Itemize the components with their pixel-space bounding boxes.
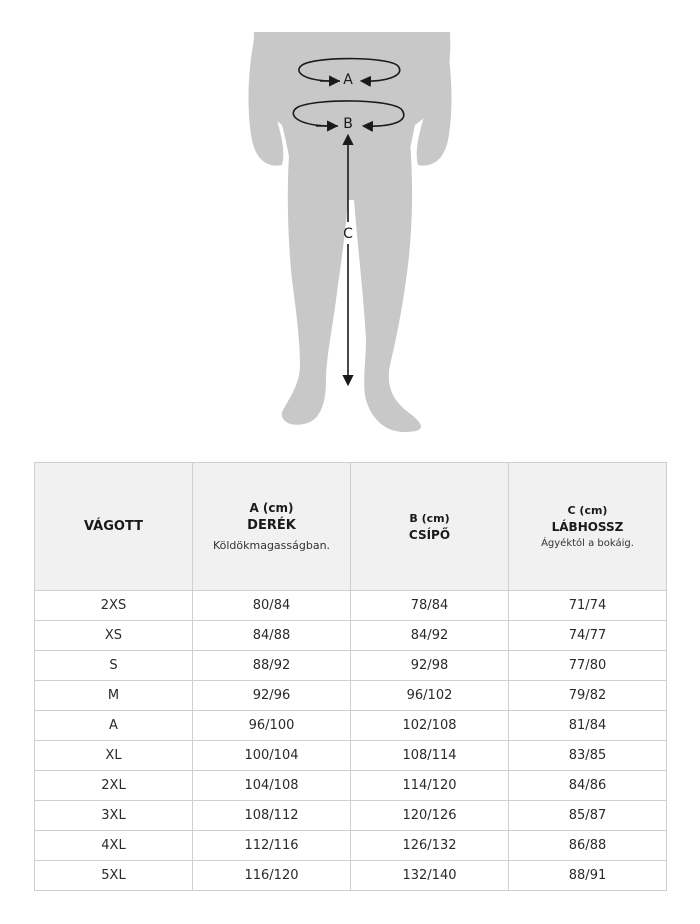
waist-cell: 100/104 [193, 741, 351, 771]
header-row [35, 463, 667, 591]
hip-cell: 120/126 [351, 801, 509, 831]
leg-cell: 77/80 [509, 651, 667, 681]
hip-cell: 132/140 [351, 861, 509, 891]
size-cell: 4XL [35, 831, 193, 861]
waist-cell: 92/96 [193, 681, 351, 711]
size-cell: 5XL [35, 861, 193, 891]
header-hip-title: CSÍPŐ [408, 527, 451, 542]
table-row [35, 861, 667, 891]
label-a: A [343, 72, 353, 88]
hip-cell: 84/92 [351, 621, 509, 651]
hip-cell: 114/120 [351, 771, 509, 801]
table-row [35, 621, 667, 651]
waist-cell: 88/92 [193, 651, 351, 681]
right-leg-shape [350, 140, 421, 432]
waist-cell: 112/116 [193, 831, 351, 861]
size-cell: S [35, 651, 193, 681]
size-cell: 2XL [35, 771, 193, 801]
header-hip-unit: B (cm) [409, 511, 450, 525]
table-row [35, 741, 667, 771]
header-leg-note: Ágyéktól a bokáig. [541, 538, 634, 549]
waist-cell: 96/100 [193, 711, 351, 741]
table-row [35, 591, 667, 621]
waist-cell: 84/88 [193, 621, 351, 651]
label-c: C [343, 226, 353, 242]
label-b: B [343, 116, 353, 132]
leg-cell: 88/91 [509, 861, 667, 891]
waist-cell: 108/112 [193, 801, 351, 831]
table-row [35, 681, 667, 711]
hip-cell: 108/114 [351, 741, 509, 771]
header-waist [193, 463, 351, 591]
leg-cell: 86/88 [509, 831, 667, 861]
hip-cell: 92/98 [351, 651, 509, 681]
hip-cell: 102/108 [351, 711, 509, 741]
table-row [35, 771, 667, 801]
table-row [35, 651, 667, 681]
leg-cell: 84/86 [509, 771, 667, 801]
leg-cell: 74/77 [509, 621, 667, 651]
leg-cell: 71/74 [509, 591, 667, 621]
header-leg-title: LÁBHOSSZ [551, 520, 624, 534]
size-cell: XL [35, 741, 193, 771]
table-row [35, 831, 667, 861]
header-hip [351, 463, 509, 591]
size-cell: 3XL [35, 801, 193, 831]
waist-cell: 104/108 [193, 771, 351, 801]
header-leg-unit: C (cm) [567, 504, 608, 517]
hip-cell: 96/102 [351, 681, 509, 711]
size-cell: 2XS [35, 591, 193, 621]
size-cell: M [35, 681, 193, 711]
size-cell: XS [35, 621, 193, 651]
header-cut-title: VÁGOTT [84, 519, 143, 534]
header-waist-note: Köldökmagasságban. [212, 539, 331, 552]
header-waist-title: DERÉK [247, 518, 296, 533]
size-chart-table [34, 462, 667, 891]
left-leg-shape [282, 140, 350, 425]
table-row [35, 801, 667, 831]
header-waist-unit: A (cm) [249, 501, 294, 515]
waist-cell: 80/84 [193, 591, 351, 621]
waist-cell: 116/120 [193, 861, 351, 891]
table-row [35, 711, 667, 741]
leg-cell: 81/84 [509, 711, 667, 741]
body-measurement-figure [0, 0, 700, 445]
leg-cell: 79/82 [509, 681, 667, 711]
size-cell: A [35, 711, 193, 741]
leg-cell: 85/87 [509, 801, 667, 831]
hip-cell: 126/132 [351, 831, 509, 861]
hip-cell: 78/84 [351, 591, 509, 621]
header-cut [35, 463, 193, 591]
header-leg [509, 463, 667, 591]
leg-cell: 83/85 [509, 741, 667, 771]
